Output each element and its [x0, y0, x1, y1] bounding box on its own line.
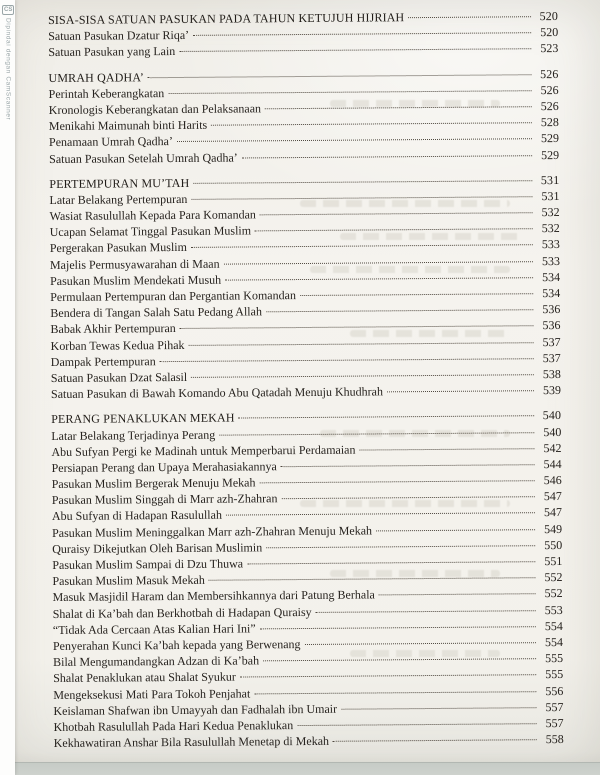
toc-entry-page: 533	[541, 237, 560, 252]
camscanner-watermark	[2, 5, 14, 120]
dot-leader	[239, 416, 535, 419]
toc-entry-page: 536	[542, 302, 561, 317]
dot-leader	[305, 642, 536, 645]
toc-entry-label: Persiapan Perang dan Upaya Merahasiakannya	[51, 459, 277, 475]
toc-entry-label: Quraisy Dikejutkan Oleh Barisan Muslimin	[52, 540, 263, 556]
dot-leader	[211, 122, 532, 126]
toc-entry-page: 526	[540, 82, 559, 97]
toc-entry-label: Bilal Mengumandangkan Adzan di Ka’bah	[53, 653, 260, 670]
toc-entry-label: Babak Akhir Pertempuran	[50, 321, 176, 337]
toc-entry-label: Latar Belakang Terjadinya Perang	[51, 427, 216, 443]
toc-entry-label: SISA-SISA SATUAN PASUKAN PADA TAHUN KETUJUH HIJRIAH	[48, 10, 405, 27]
toc-entry-label: Satuan Pasukan yang Lain	[48, 44, 176, 60]
toc-entry	[49, 147, 559, 167]
dot-leader	[255, 228, 533, 231]
toc-entry-label: Masuk Masjidil Haram dan Membersihkannya dari Patung Berhala	[52, 587, 375, 605]
table-of-contents	[48, 9, 564, 761]
toc-entry-label: Menikahi Maimunah binti Harits	[48, 117, 208, 134]
toc-entry-page: 532	[541, 205, 560, 220]
dot-leader	[254, 691, 536, 694]
toc-entry-page: 520	[539, 8, 559, 24]
dot-leader	[281, 496, 534, 499]
camscanner-watermark-text: Dipindai dengan CamScanner	[4, 18, 12, 121]
dot-leader	[408, 16, 531, 18]
dot-leader	[387, 390, 534, 392]
dot-leader	[247, 561, 535, 564]
toc-entry-page: 536	[542, 318, 561, 333]
toc-entry-page: 531	[541, 188, 560, 204]
toc-entry-label: Pasukan Muslim Sampai di Dzu Thuwa	[52, 556, 244, 572]
toc-entry-label: Abu Sufyan Pergi ke Madinah untuk Memperbarui Perdamaian	[51, 442, 356, 459]
toc-entry-label: Penamaan Umrah Qadha’	[48, 134, 174, 150]
toc-entry-page: 549	[544, 521, 563, 536]
toc-entry-label: UMRAH QADHA’	[48, 69, 145, 85]
dot-leader	[226, 513, 535, 516]
toc-entry-page: 537	[542, 334, 561, 349]
toc-entry-label: Satuan Pasukan Dzatur Riqa’	[48, 28, 190, 44]
dot-leader	[160, 358, 534, 362]
toc-entry-page: 556	[545, 683, 564, 698]
toc-entry-label: Keislaman Shafwan ibn Umayyah dan Fadhalah ibn Umair	[53, 701, 338, 718]
dot-leader	[263, 658, 536, 661]
dot-leader	[265, 106, 532, 109]
toc-entry-page: 528	[540, 115, 559, 130]
toc-entry-page: 539	[542, 383, 562, 398]
toc-entry-page: 540	[542, 408, 562, 423]
camscanner-logo-icon: CS	[4, 7, 13, 13]
dot-leader	[179, 49, 531, 53]
toc-entry-page: 544	[543, 456, 562, 471]
dot-leader	[240, 674, 536, 677]
toc-entry-page: 550	[544, 537, 563, 552]
toc-entry-label: Dampak Pertempuran	[50, 353, 156, 369]
toc-entry-label: Penyerahan Kunci Ka’bah kepada yang Berwenang	[52, 636, 301, 653]
toc-entry-page: 555	[545, 651, 564, 666]
dot-leader	[341, 707, 536, 710]
dot-leader	[193, 32, 531, 36]
toc-entry-page: 533	[541, 253, 561, 268]
toc-entry-page: 529	[541, 147, 560, 162]
toc-entry-page: 557	[545, 699, 564, 714]
dot-leader	[193, 180, 532, 184]
toc-entry-page: 547	[543, 489, 562, 504]
toc-section	[51, 408, 564, 752]
toc-entry-label: Shalat di Ka’bah dan Berkhotbah di Hadapan Quraisy	[52, 604, 312, 621]
toc-entry-label: PERANG PENAKLUKAN MEKAH	[51, 410, 235, 427]
toc-entry-label: Satuan Pasukan Setelah Umrah Qadha’	[49, 150, 238, 166]
toc-entry-label: Pasukan Muslim Singgah di Marr azh-Zhahran	[51, 491, 278, 508]
toc-entry-label: Khotbah Rasulullah Pada Hari Kedua Penaklukan	[53, 717, 294, 734]
dot-leader	[189, 342, 534, 346]
toc-entry-label: PERTEMPURAN MU’TAH	[49, 175, 190, 191]
toc-entry-page: 529	[540, 131, 560, 146]
toc-section	[48, 67, 559, 168]
dot-leader	[177, 139, 532, 143]
toc-entry-label: Pasukan Muslim Bergerak Menuju Mekah	[51, 475, 256, 492]
dot-leader	[266, 545, 535, 548]
dot-leader	[191, 374, 534, 378]
toc-entry-label: Permulaan Pertempuran dan Pergantian Komandan	[50, 288, 296, 304]
toc-entry-label: Perintah Keberangkatan	[48, 85, 165, 101]
dot-leader	[281, 464, 535, 467]
toc-entry-page: 554	[544, 618, 563, 633]
dot-leader	[225, 277, 533, 280]
toc-entry-page: 553	[544, 602, 563, 617]
toc-entry-page: 534	[542, 269, 561, 284]
dot-leader	[219, 432, 534, 435]
toc-entry-page: 540	[543, 424, 562, 439]
dot-leader	[333, 739, 537, 742]
dot-leader	[224, 261, 533, 264]
toc-entry-page: 526	[539, 66, 559, 81]
toc-entry-page: 520	[540, 25, 559, 40]
toc-entry-page: 547	[543, 505, 562, 520]
toc-entry-page: 546	[543, 473, 562, 488]
dot-leader	[379, 594, 536, 596]
toc-entry-label: Mengeksekusi Mati Para Tokoh Penjahat	[53, 685, 251, 702]
dot-leader	[148, 74, 532, 78]
dot-leader	[180, 326, 534, 330]
toc-entry-label: Korban Tewas Kedua Pihak	[50, 337, 185, 353]
dot-leader	[191, 245, 533, 249]
toc-entry-label: Satuan Pasukan Dzat Salasil	[50, 369, 188, 385]
toc-entry-label: Bendera di Tangan Salah Satu Pedang Allah	[50, 304, 262, 321]
toc-entry-page: 532	[541, 221, 560, 236]
toc-entry-page: 557	[545, 715, 564, 730]
toc-entry-page: 531	[540, 172, 560, 187]
toc-entry-label: Abu Sufyan di Hadapan Rasulullah	[51, 508, 222, 524]
dot-leader	[376, 529, 535, 531]
dot-leader	[297, 723, 536, 726]
dot-leader	[266, 309, 533, 312]
toc-entry-label: Shalat Penaklukan atau Shalat Syukur	[53, 669, 236, 686]
scan-bottom-edge	[0, 762, 600, 775]
toc-section	[49, 173, 561, 404]
dot-leader	[259, 480, 534, 483]
toc-entry-label: Majelis Permusyawarahan di Maan	[49, 256, 220, 272]
toc-entry-label: Latar Belakang Pertempuran	[49, 191, 188, 207]
toc-entry-page: 555	[545, 667, 564, 682]
toc-entry-label: Pasukan Muslim Meninggalkan Marr azh-Zhahran Menuju Mekah	[52, 523, 373, 540]
toc-entry-label: Wasiat Rasulullah Kepada Para Komandan	[49, 207, 256, 224]
toc-entry-label: “Tidak Ada Cercaan Atas Kalian Hari Ini”	[52, 621, 256, 637]
dot-leader	[242, 155, 532, 158]
toc-entry-label: Pergerakan Pasukan Muslim	[49, 240, 187, 256]
toc-entry-page: 534	[542, 285, 561, 301]
toc-entry	[51, 383, 561, 403]
toc-entry	[48, 41, 558, 61]
toc-entry-page: 542	[543, 440, 562, 455]
scanner-edge-strip	[0, 0, 15, 775]
toc-entry-page: 523	[540, 41, 559, 56]
dot-leader	[260, 212, 533, 215]
dot-leader	[168, 90, 531, 94]
toc-entry-page: 538	[542, 366, 561, 382]
toc-entry	[54, 732, 564, 752]
toc-entry-page: 526	[540, 98, 559, 114]
toc-entry-page: 537	[542, 350, 561, 365]
toc-section	[48, 9, 558, 62]
dot-leader	[359, 448, 534, 450]
toc-entry-label: Satuan Pasukan di Bawah Komando Abu Qatadah Menuju Khudhrah	[50, 384, 383, 402]
toc-entry-page: 552	[544, 570, 563, 585]
dot-leader	[260, 626, 536, 629]
toc-entry-label: Pasukan Muslim Masuk Mekah	[52, 572, 205, 589]
dot-leader	[300, 293, 533, 296]
dot-leader	[209, 577, 536, 581]
toc-entry-page: 558	[545, 732, 564, 747]
toc-entry-label: Pasukan Muslim Mendekati Musuh	[50, 272, 222, 288]
toc-entry-label: Kronologis Keberangkatan dan Pelaksanaan	[48, 101, 262, 117]
dot-leader	[316, 610, 536, 613]
toc-entry-label: Kekhawatiran Anshar Bila Rasulullah Menetap di Mekah	[53, 733, 330, 751]
toc-entry-page: 551	[544, 553, 563, 569]
toc-entry-label: Ucapan Selamat Tinggal Pasukan Muslim	[49, 223, 252, 240]
toc-entry-page: 552	[544, 586, 563, 601]
toc-entry-page: 554	[544, 634, 564, 650]
dot-leader	[191, 196, 532, 200]
